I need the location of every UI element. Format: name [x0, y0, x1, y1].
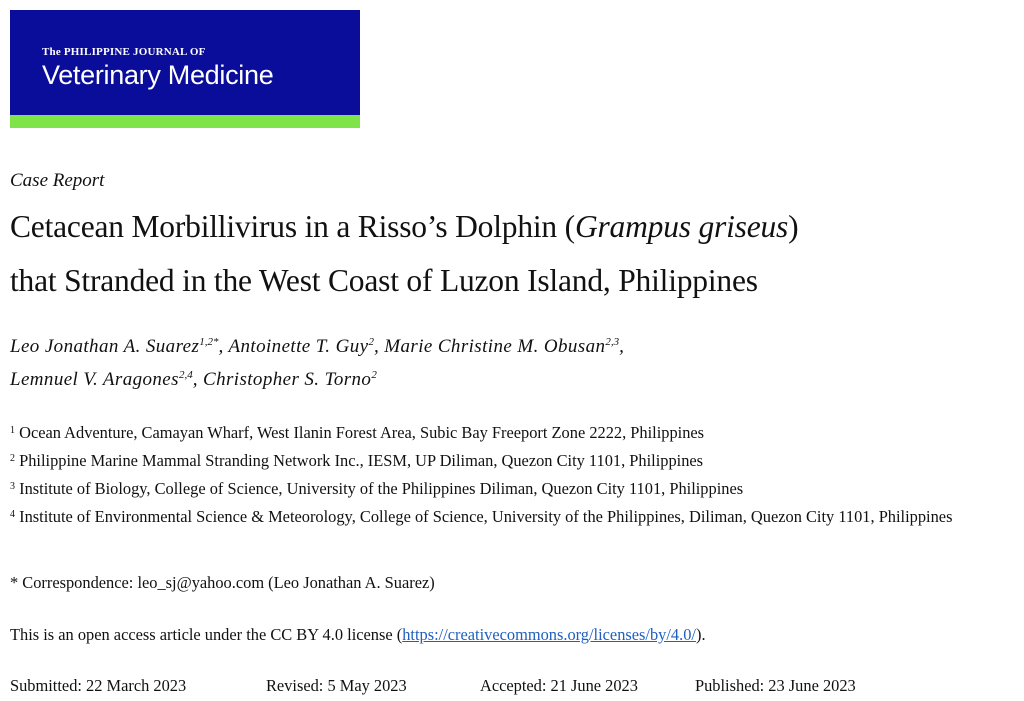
affiliation-number: 4 — [10, 509, 15, 520]
affiliation-item — [10, 474, 1020, 502]
author-name: Antoinette T. Guy — [228, 336, 369, 357]
author-affiliation-marker: 2,3 — [605, 336, 620, 348]
date-published: Published: 23 June 2023 — [695, 676, 856, 695]
journal-small-title: The PHILIPPINE JOURNAL OF — [42, 46, 206, 58]
author-separator: , — [218, 336, 229, 357]
title-part1: Cetacean Morbillivirus in a Risso’s Dolphin ( — [10, 209, 575, 244]
affiliation-number: 2 — [10, 453, 15, 464]
date-accepted: Accepted: 21 June 2023 — [480, 676, 638, 695]
journal-big-title: Veterinary Medicine — [42, 60, 274, 90]
author-name: Leo Jonathan A. Suarez — [10, 336, 200, 357]
affiliation-text: Institute of Environmental Science & Meteorology, College of Science, University of the Philippines, Diliman, Quezon City 1101, Philippines — [19, 507, 953, 526]
article-type: Case Report — [10, 170, 105, 191]
logo-green-strip — [10, 115, 360, 128]
license-statement — [10, 625, 706, 645]
affiliation-text: Philippine Marine Mammal Stranding Network Inc., IESM, UP Diliman, Quezon City 1101, Philippines — [19, 451, 704, 470]
author-name: Lemnuel V. Aragones — [10, 369, 179, 390]
article-title — [10, 200, 1020, 308]
author-affiliation-marker: 2 — [368, 336, 374, 348]
affiliation-item — [10, 418, 1020, 446]
license-text-before: This is an open access article under the CC BY 4.0 license ( — [10, 625, 403, 644]
date-revised: Revised: 5 May 2023 — [266, 676, 407, 695]
author-name: Marie Christine M. Obusan — [384, 336, 606, 357]
affiliation-item — [10, 446, 1020, 474]
author-separator: , — [192, 369, 203, 390]
correspondence: * Correspondence: leo_sj@yahoo.com (Leo Jonathan A. Suarez) — [10, 573, 435, 592]
title-part2: ) — [788, 209, 799, 244]
affiliation-text: Institute of Biology, College of Science, University of the Philippines Diliman, Quezon City 1101, Philippines — [19, 479, 744, 498]
title-species: Grampus griseus — [574, 209, 789, 244]
author-list — [10, 328, 1010, 394]
author-separator: , — [373, 336, 385, 357]
affiliation-list — [10, 418, 1020, 530]
author-affiliation-marker: 2 — [371, 369, 377, 381]
title-line2: that Stranded in the West Coast of Luzon Island, Philippines — [10, 263, 758, 298]
author-affiliation-marker: 1,2* — [199, 336, 219, 348]
affiliation-text: Ocean Adventure, Camayan Wharf, West Ilanin Forest Area, Subic Bay Freeport Zone 2222, Philippines — [19, 423, 705, 442]
license-link[interactable]: https://creativecommons.org/licenses/by/4.0/ — [402, 625, 696, 644]
author-name: Christopher S. Torno — [203, 369, 372, 390]
affiliation-number: 1 — [10, 425, 15, 436]
journal-logo — [10, 10, 360, 128]
date-submitted: Submitted: 22 March 2023 — [10, 676, 187, 695]
author-separator: , — [619, 336, 625, 357]
affiliation-number: 3 — [10, 481, 15, 492]
license-text-after: ). — [695, 625, 706, 644]
author-affiliation-marker: 2,4 — [178, 369, 193, 381]
affiliation-item — [10, 502, 1020, 530]
